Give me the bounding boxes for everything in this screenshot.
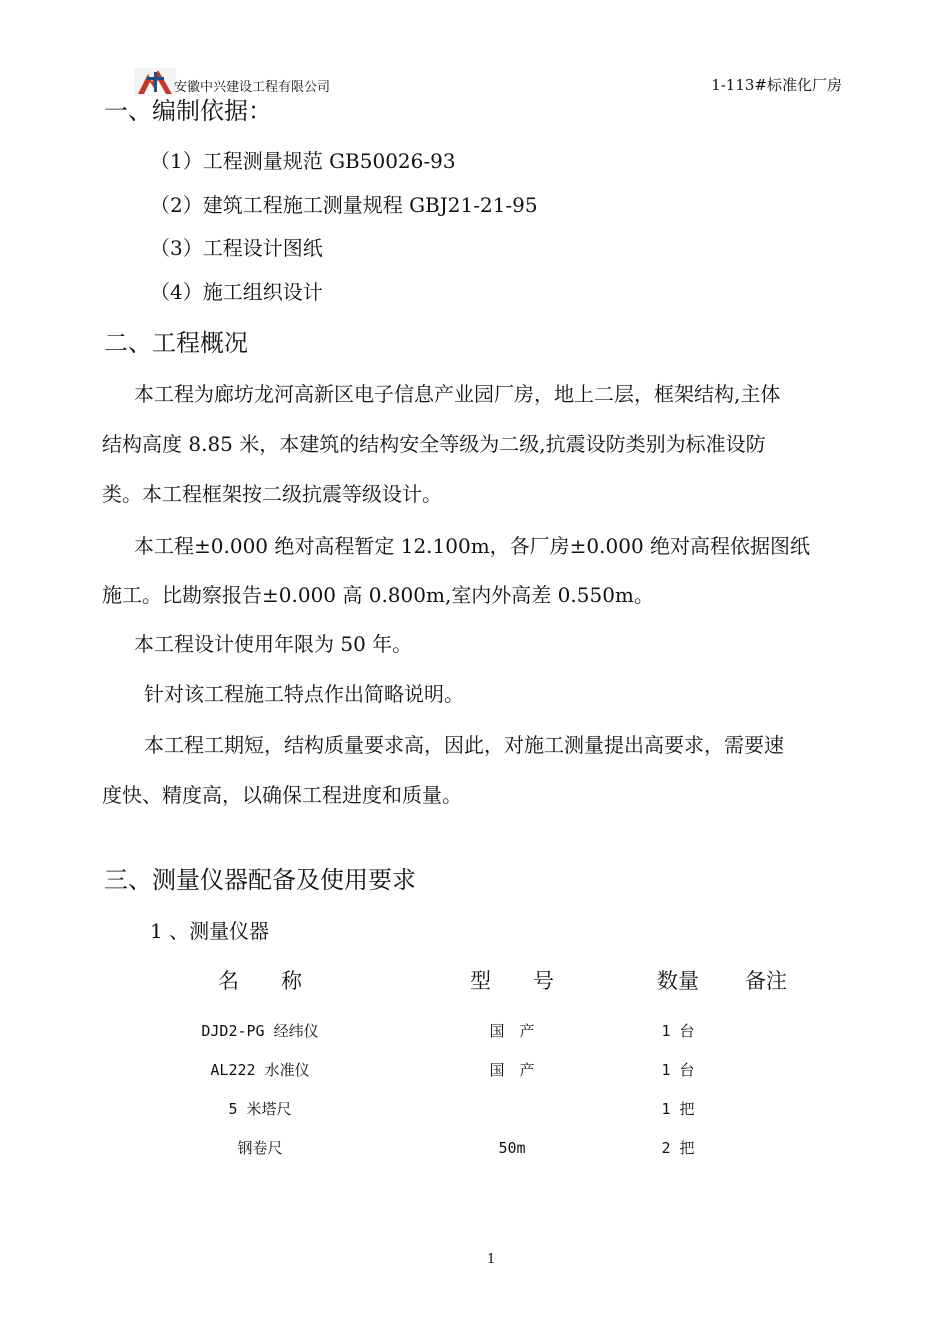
section-2-title: 二、工程概况 bbox=[104, 329, 248, 357]
overview-line: 针对该工程施工特点作出简略说明。 bbox=[144, 682, 464, 706]
table-header-model: 型 号 bbox=[470, 969, 554, 993]
overview-line: 本工程±0.000 绝对高程暂定 12.100m，各厂房±0.000 绝对高程依据图纸 bbox=[134, 534, 811, 558]
company-name: 安徽中兴建设工程有限公司 bbox=[174, 80, 331, 95]
basis-item: （4）施工组织设计 bbox=[150, 280, 323, 304]
project-name: 1-113#标准化厂房 bbox=[711, 76, 842, 94]
table-cell-name: AL222 水准仪 bbox=[210, 1061, 310, 1079]
section-1-title: 一、编制依据： bbox=[104, 97, 272, 125]
basis-item: （1）工程测量规范 GB50026-93 bbox=[150, 149, 456, 173]
overview-line: 本工程为廊坊龙河高新区电子信息产业园厂房，地上二层，框架结构,主体 bbox=[134, 382, 781, 406]
overview-line: 本工程工期短，结构质量要求高，因此，对施工测量提出高要求，需要速 bbox=[144, 733, 784, 757]
table-cell-model: 国 产 bbox=[489, 1061, 535, 1079]
section-3-title: 三、测量仪器配备及使用要求 bbox=[104, 866, 416, 894]
page-header bbox=[134, 68, 850, 98]
table-cell-quantity: 1 台 bbox=[661, 1022, 695, 1040]
overview-line: 类。本工程框架按二级抗震等级设计。 bbox=[102, 482, 442, 506]
table-cell-quantity: 2 把 bbox=[661, 1139, 695, 1157]
table-header-quantity: 数量 bbox=[657, 969, 699, 993]
subsection-title: 1 、测量仪器 bbox=[150, 919, 270, 943]
overview-line: 施工。比勘察报告±0.000 高 0.800m,室内外高差 0.550m。 bbox=[102, 583, 654, 607]
table-cell-name: 钢卷尺 bbox=[237, 1139, 283, 1157]
table-cell-name: 5 米塔尺 bbox=[228, 1100, 292, 1118]
overview-line: 度快、精度高，以确保工程进度和质量。 bbox=[102, 783, 462, 807]
table-cell-model: 50m bbox=[498, 1139, 526, 1157]
overview-line: 本工程设计使用年限为 50 年。 bbox=[134, 632, 413, 656]
basis-item: （3）工程设计图纸 bbox=[150, 236, 323, 260]
table-cell-name: DJD2-PG 经纬仪 bbox=[201, 1022, 319, 1040]
table-header-name: 名 称 bbox=[218, 969, 302, 993]
basis-item: （2）建筑工程施工测量规程 GBJ21-21-95 bbox=[150, 193, 538, 217]
table-header-remark: 备注 bbox=[745, 969, 787, 993]
table-cell-quantity: 1 把 bbox=[661, 1100, 695, 1118]
company-logo bbox=[134, 68, 176, 96]
table-cell-model: 国 产 bbox=[489, 1022, 535, 1040]
table-cell-quantity: 1 台 bbox=[661, 1061, 695, 1079]
overview-line: 结构高度 8.85 米，本建筑的结构安全等级为二级,抗震设防类别为标准设防 bbox=[102, 432, 766, 456]
page-number: 1 bbox=[487, 1252, 496, 1267]
